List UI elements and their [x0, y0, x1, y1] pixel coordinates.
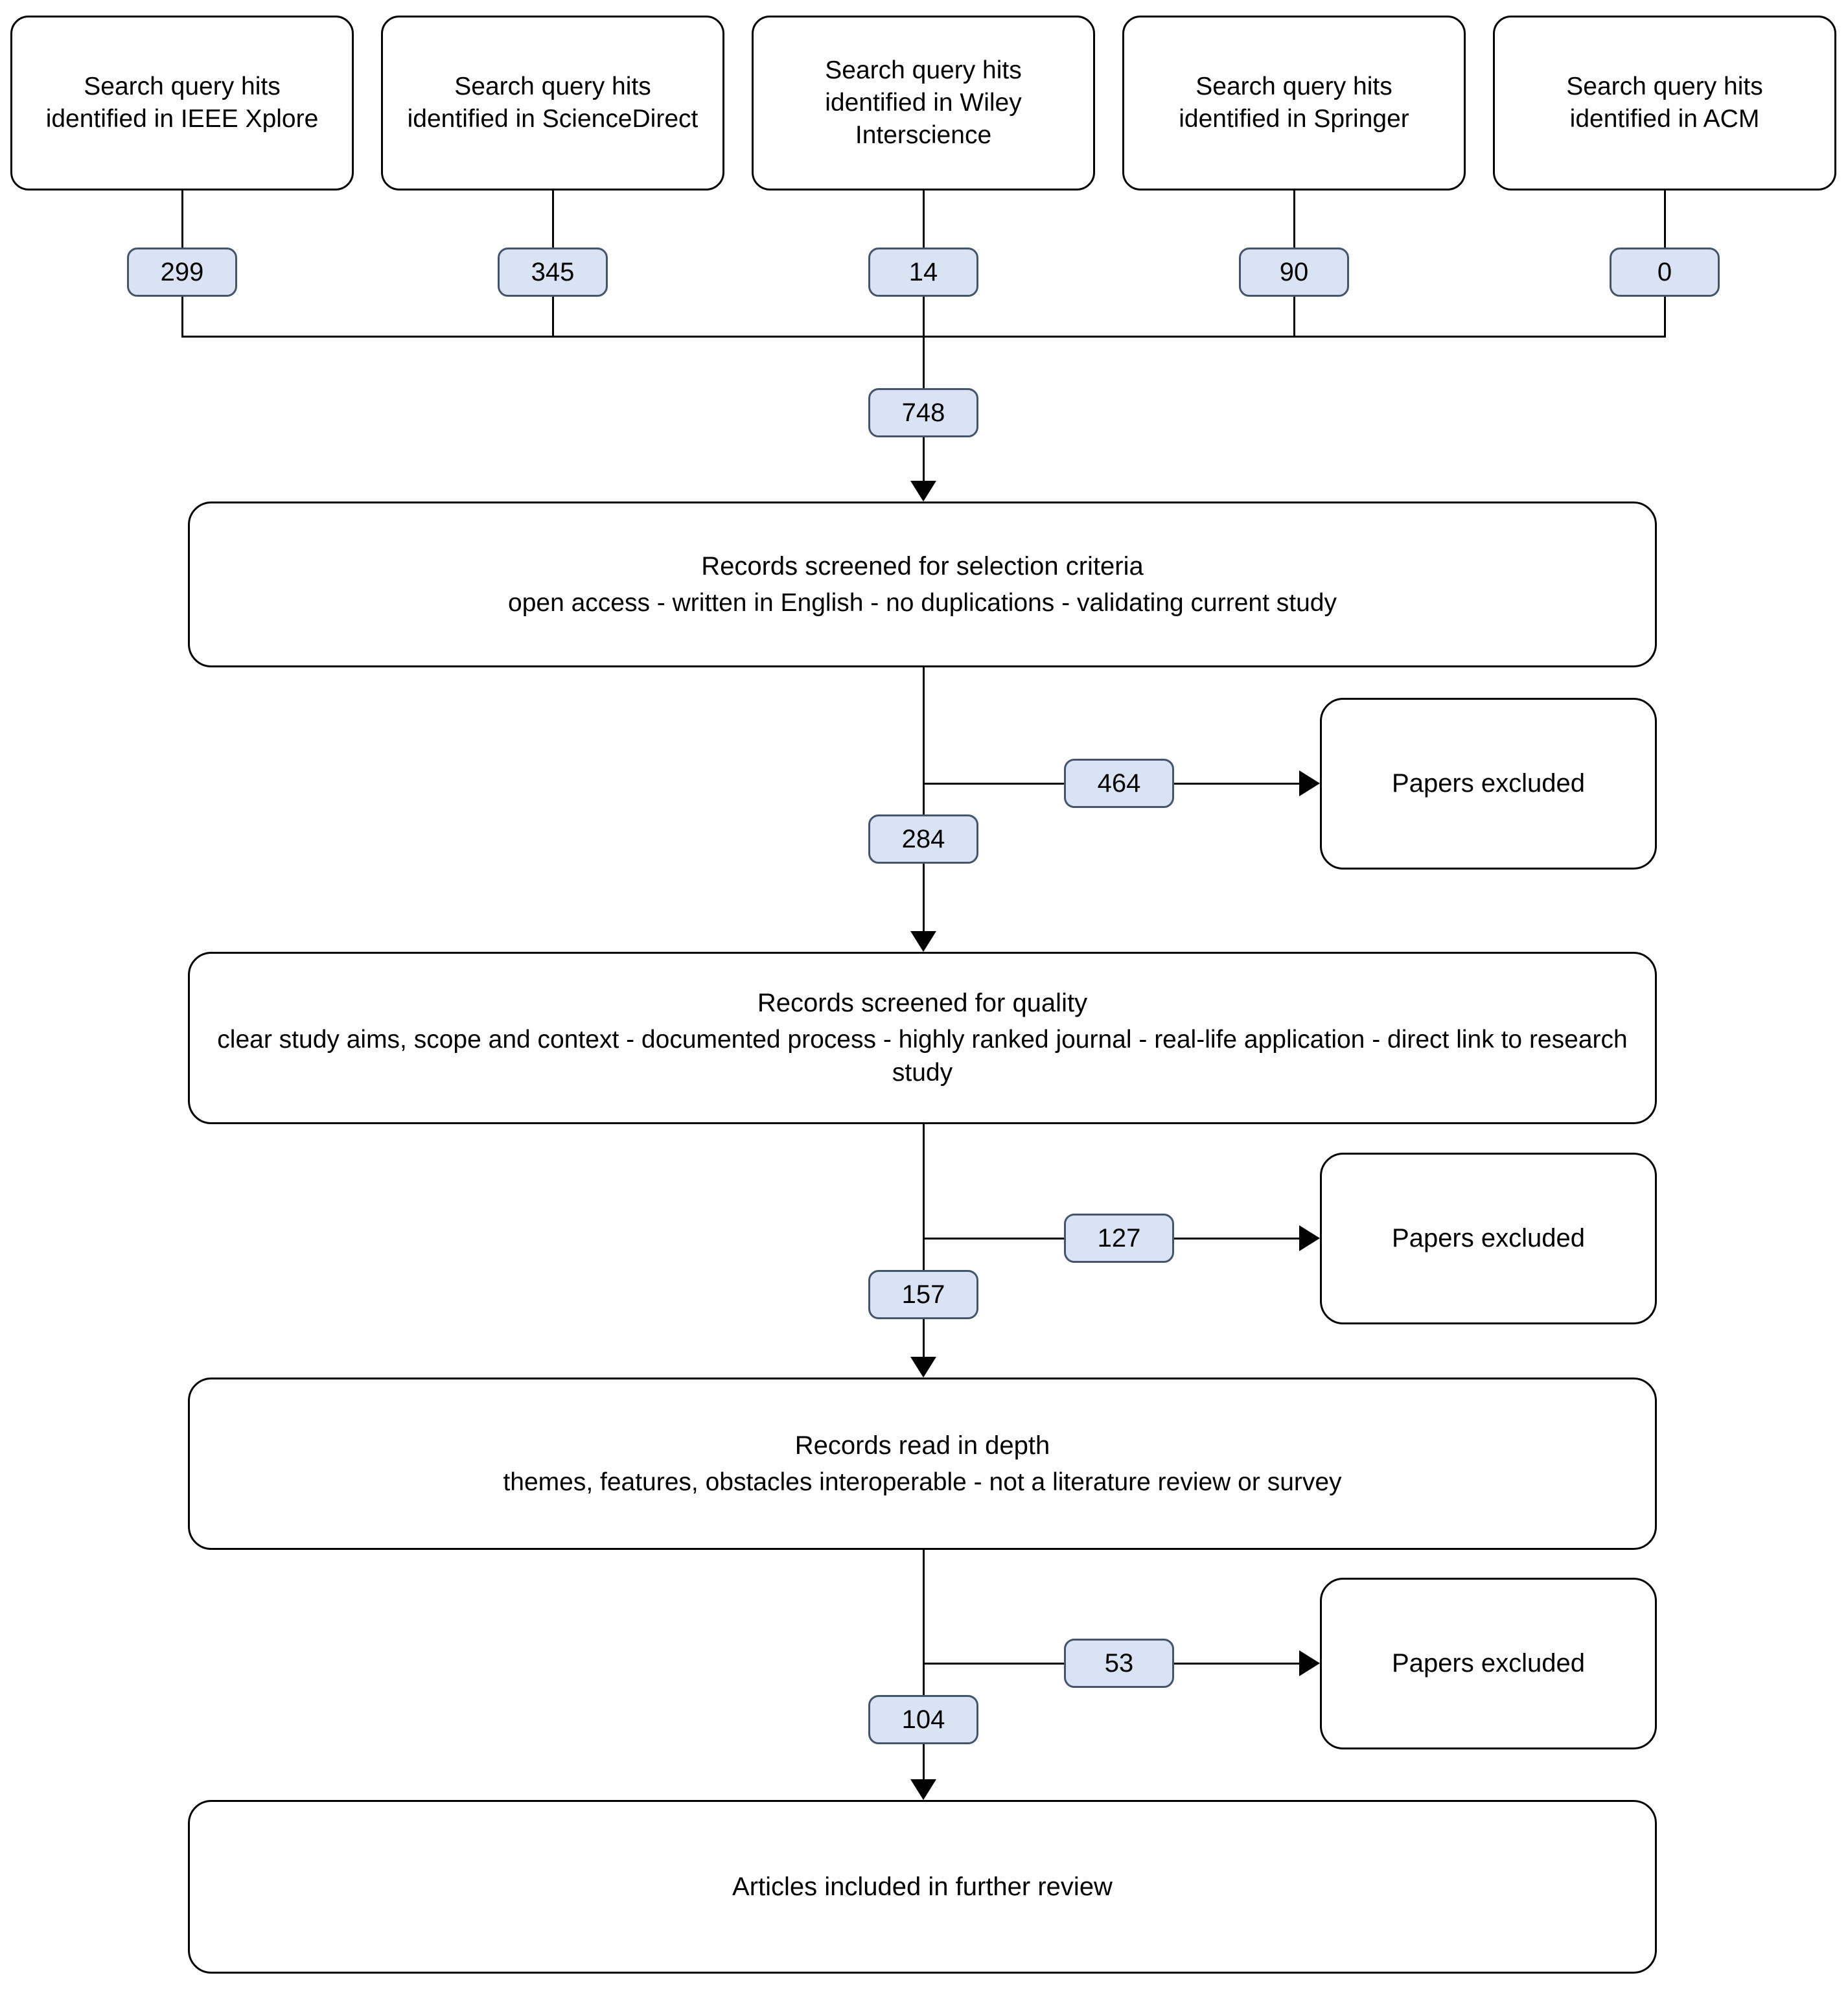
final-included-box: [188, 1800, 1657, 1974]
connector-line: [923, 1550, 925, 1782]
arrow-down-icon: [910, 1357, 936, 1378]
source-label: Search query hits identified in Springer: [1179, 73, 1409, 133]
excluded-count-badge: 464: [1064, 759, 1174, 808]
stage-criteria: clear study aims, scope and context - documented process - highly ranked journal - real-life application - direct link to research study: [217, 1026, 1628, 1087]
excluded-count-badge: 127: [1064, 1214, 1174, 1263]
stage-title: Records read in depth: [794, 1431, 1050, 1460]
count-badge-sciencedirect: 345: [498, 248, 608, 297]
count-badge-ieee-xplore: 299: [127, 248, 237, 297]
source-box-wiley-interscience: [752, 16, 1095, 190]
stage-box-quality: [188, 952, 1657, 1124]
papers-excluded-label: Papers excluded: [1392, 1649, 1585, 1678]
arrow-right-icon: [1299, 1650, 1320, 1676]
final-included-label: Articles included in further review: [732, 1872, 1113, 1901]
arrow-down-icon: [910, 481, 936, 502]
source-box-acm: [1493, 16, 1836, 190]
source-label: Search query hits identified in ACM: [1566, 73, 1763, 133]
count-badge-acm: 0: [1610, 248, 1720, 297]
passed-count-badge: 104: [868, 1695, 978, 1744]
connector-line: [923, 667, 925, 934]
stage-title: Records screened for selection criteria: [701, 551, 1144, 581]
papers-excluded-label: Papers excluded: [1392, 769, 1585, 798]
papers-excluded-box: [1320, 1153, 1657, 1324]
stage-criteria: themes, features, obstacles interoperable - not a literature review or survey: [503, 1468, 1342, 1496]
papers-excluded-box: [1320, 698, 1657, 870]
arrow-down-icon: [910, 1779, 936, 1800]
count-badge-springer: 90: [1239, 248, 1349, 297]
arrow-down-icon: [910, 931, 936, 952]
count-badge-wiley-interscience: 14: [868, 248, 978, 297]
source-label: Search query hits identified in ScienceDirect: [407, 73, 699, 133]
arrow-right-icon: [1299, 770, 1320, 796]
connector-line: [923, 1124, 925, 1360]
source-label: Search query hits identified in IEEE Xplore: [45, 73, 319, 133]
source-box-ieee-xplore: [10, 16, 354, 190]
papers-excluded-box: [1320, 1578, 1657, 1749]
passed-count-badge: 284: [868, 814, 978, 864]
passed-count-badge: 157: [868, 1270, 978, 1319]
stage-title: Records screened for quality: [757, 989, 1088, 1018]
stage-box-read-in-depth: [188, 1378, 1657, 1550]
arrow-right-icon: [1299, 1225, 1320, 1251]
source-box-springer: [1122, 16, 1466, 190]
total-count-badge: 748: [868, 388, 978, 437]
stage-criteria: open access - written in English - no duplications - validating current study: [508, 588, 1337, 617]
excluded-count-badge: 53: [1064, 1639, 1174, 1688]
source-label: Search query hits identified in Wiley Interscience: [825, 56, 1022, 149]
source-box-sciencedirect: [381, 16, 724, 190]
papers-excluded-label: Papers excluded: [1392, 1224, 1585, 1252]
stage-box-selection-criteria: [188, 502, 1657, 667]
